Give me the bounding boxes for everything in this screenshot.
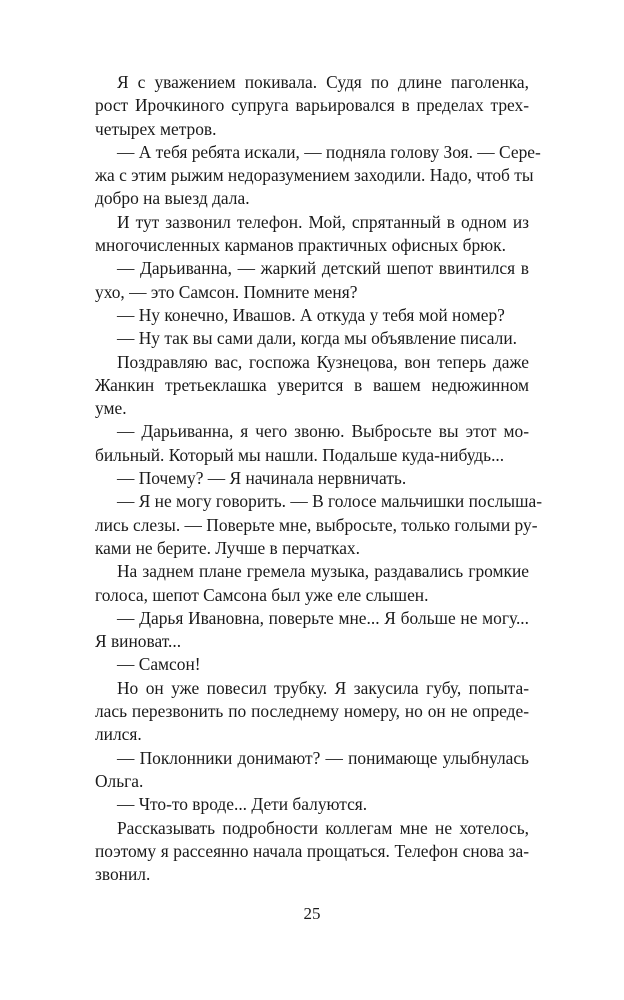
text-line: уме. [95,398,127,419]
text-line: лась перезвонить по последнему номеру, но он не опреде- [95,701,529,722]
text-line: На заднем плане гремела музыка, раздавались громкие [117,561,529,582]
text-line: — А тебя ребята искали, — подняла голову Зоя. — Сере- [117,141,541,162]
text-line: Я виноват... [95,631,182,652]
text-line: рост Ирочкиного супруга варьировался в пределах трех- [95,95,529,116]
text-line: — Ну конечно, Ивашов. А откуда у тебя мой номер? [117,304,505,325]
text-block [95,71,543,886]
text-line: Поздравляю вас, госпожа Кузнецова, вон теперь даже [117,351,529,372]
text-line: лился. [95,724,142,745]
text-line: — Почему? — Я начинала нервничать. [117,468,407,489]
text-line: И тут зазвонил телефон. Мой, спрятанный в одном из [117,211,529,232]
text-line: Рассказывать подробности коллегам мне не хотелось, [117,817,529,838]
page-number: 25 [303,904,321,923]
text-line: ками не берите. Лучше в перчатках. [95,537,360,558]
text-line: звонил. [95,864,151,885]
text-line: — Самсон! [117,654,201,675]
text-line: Но он уже повесил трубку. Я закусила губу, попыта- [117,677,529,698]
text-line: голоса, шепот Самсона был уже еле слышен. [95,584,429,605]
text-line: многочисленных карманов практичных офисных брюк. [95,235,506,256]
text-line: бильный. Который мы нашли. Подальше куда-нибудь... [95,444,505,465]
text-line: лись слезы. — Поверьте мне, выбросьте, только голыми ру- [95,514,538,535]
text-line: Жанкин третьеклашка уверится в вашем недюжинном [95,374,529,395]
text-line: — Дарьиванна, я чего звоню. Выбросьте вы этот мо- [117,421,529,442]
text-line: жа с этим рыжим недоразумением заходили. Надо, чтоб ты [95,165,534,186]
text-line: ухо, — это Самсон. Помните меня? [95,281,358,302]
text-line: — Я не могу говорить. — В голосе мальчишки послыша- [117,491,543,512]
text-line: — Дарья Ивановна, поверьте мне... Я больше не могу... [117,607,529,628]
text-line: добро на выезд дала. [95,188,250,209]
text-line: Ольга. [95,770,144,791]
text-line: — Ну так вы сами дали, когда мы объявление писали. [117,328,518,349]
text-line: поэтому я рассеянно начала прощаться. Телефон снова за- [95,840,529,861]
text-line: четырех метров. [95,118,217,139]
text-line: — Что-то вроде... Дети балуются. [117,794,368,815]
text-line: — Дарьиванна, — жаркий детский шепот ввинтился в [117,258,529,279]
text-line: — Поклонники донимают? — понимающе улыбнулась [117,747,529,768]
text-line: Я с уважением покивала. Судя по длине паголенка, [117,72,529,92]
page-body [95,71,543,886]
